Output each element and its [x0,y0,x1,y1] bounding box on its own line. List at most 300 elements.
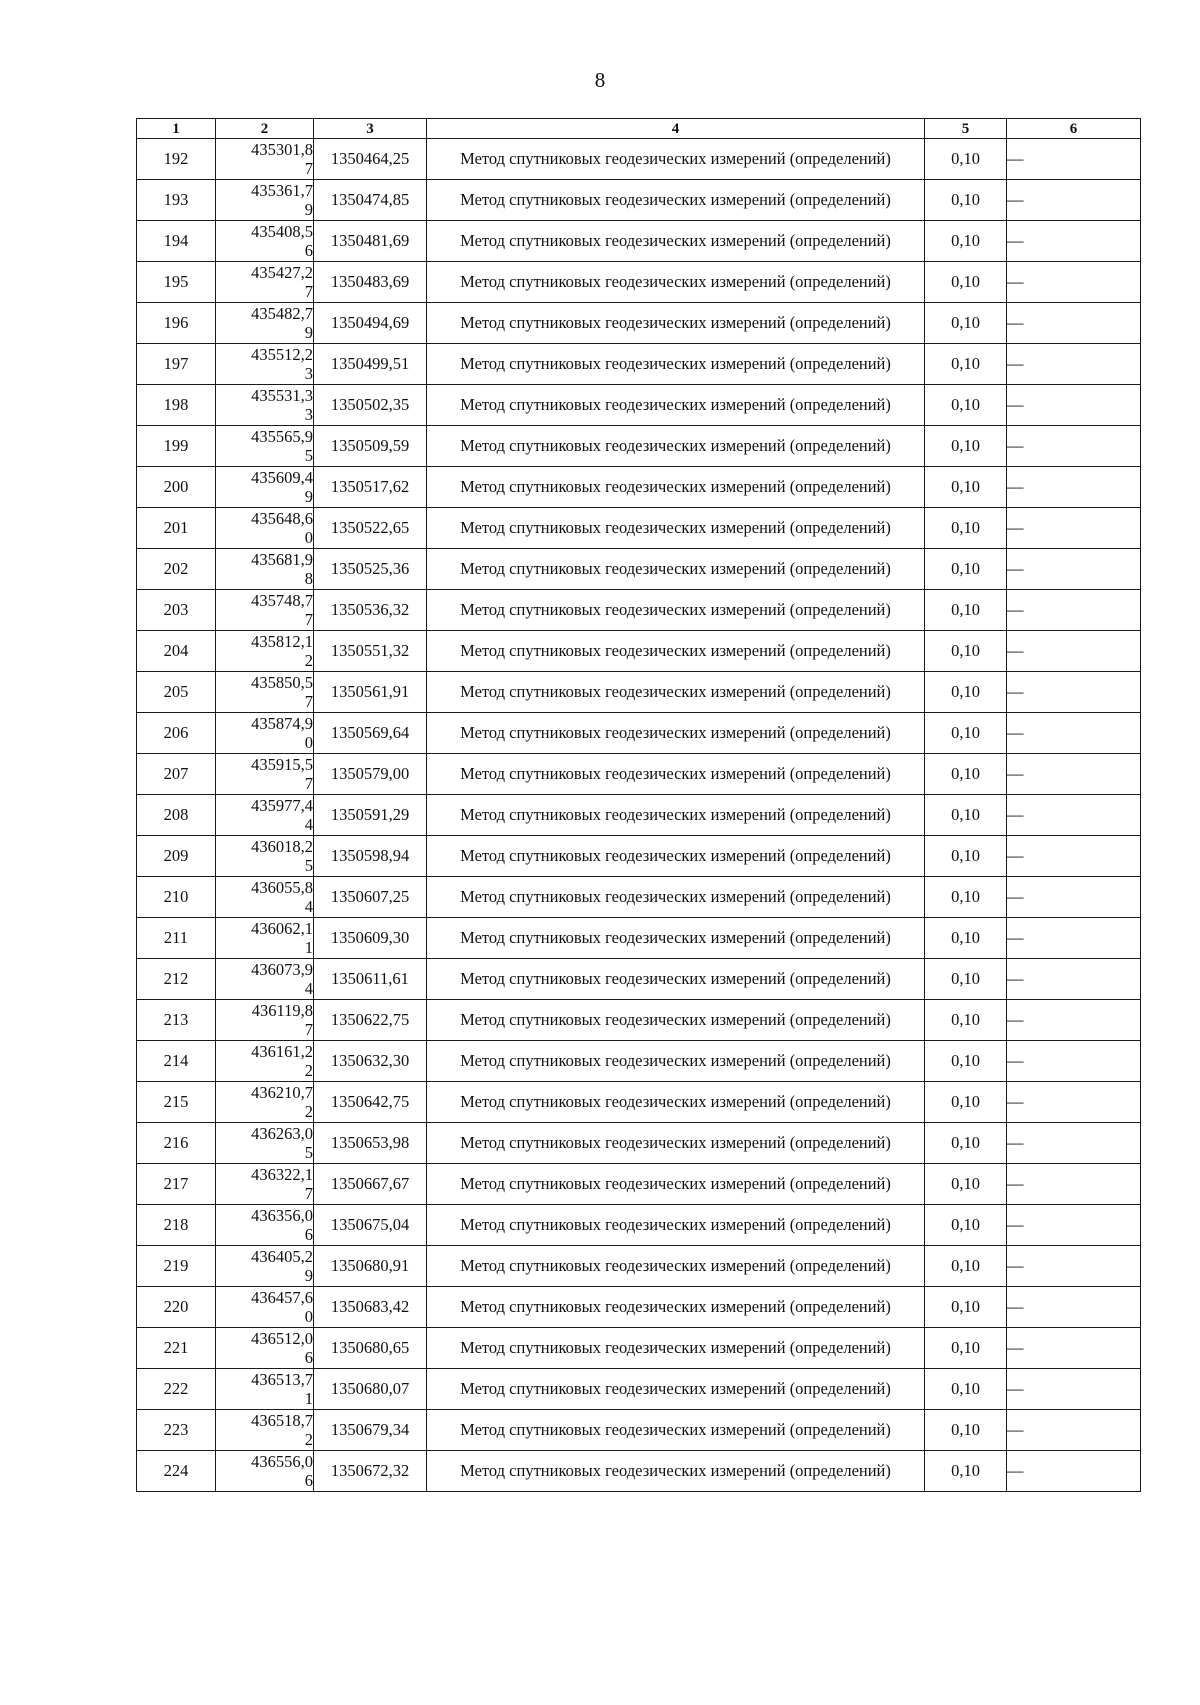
accuracy-cell: 0,10 [925,467,1007,508]
accuracy-cell: 0,10 [925,631,1007,672]
page-number: 8 [594,68,606,92]
method-cell: Метод спутниковых геодезических измерений (определений) [427,1205,925,1246]
note-cell: — [1007,590,1141,631]
coordinate-x [216,1410,314,1451]
coordinate-x [216,508,314,549]
coordinate-x-main: 436062,1 [251,919,313,938]
table-row [137,180,1141,221]
coordinate-y: 1350680,65 [314,1328,427,1369]
point-number: 195 [137,262,216,303]
accuracy-cell: 0,10 [925,426,1007,467]
note-cell: — [1007,1205,1141,1246]
method-cell: Метод спутниковых геодезических измерений (определений) [427,467,925,508]
table-row [137,1328,1141,1369]
coordinate-x-main: 436322,1 [251,1165,313,1184]
method-cell: Метод спутниковых геодезических измерений (определений) [427,549,925,590]
coordinate-y: 1350522,65 [314,508,427,549]
coordinate-x-wrap: 9 [304,323,313,342]
coordinate-y: 1350569,64 [314,713,427,754]
point-number: 212 [137,959,216,1000]
coordinate-x-main: 436210,7 [251,1083,313,1102]
coordinate-x-wrap: 4 [304,897,313,916]
coordinate-y: 1350561,91 [314,672,427,713]
coordinate-x-wrap: 5 [304,1143,313,1162]
method-cell: Метод спутниковых геодезических измерений (определений) [427,672,925,713]
coordinate-x-main: 435482,7 [251,304,313,323]
method-cell: Метод спутниковых геодезических измерений (определений) [427,1451,925,1492]
coordinate-y: 1350509,59 [314,426,427,467]
coordinate-x-main: 436518,7 [251,1411,313,1430]
accuracy-cell: 0,10 [925,1123,1007,1164]
coordinate-x [216,467,314,508]
table-row [137,877,1141,918]
table-row [137,959,1141,1000]
table-row [137,1041,1141,1082]
note-cell: — [1007,631,1141,672]
accuracy-cell: 0,10 [925,221,1007,262]
point-number: 193 [137,180,216,221]
accuracy-cell: 0,10 [925,1410,1007,1451]
coordinate-x-main: 436556,0 [251,1452,313,1471]
coordinate-x [216,1328,314,1369]
coordinate-y: 1350609,30 [314,918,427,959]
method-cell: Метод спутниковых геодезических измерений (определений) [427,877,925,918]
note-cell: — [1007,1246,1141,1287]
method-cell: Метод спутниковых геодезических измерений (определений) [427,262,925,303]
table-row [137,1082,1141,1123]
table-header-row [137,119,1141,139]
accuracy-cell: 0,10 [925,1328,1007,1369]
method-cell: Метод спутниковых геодезических измерений (определений) [427,303,925,344]
coordinate-x [216,139,314,180]
accuracy-cell: 0,10 [925,303,1007,344]
header-col-3: 3 [314,119,427,139]
coordinate-x [216,713,314,754]
coordinate-y: 1350672,32 [314,1451,427,1492]
coordinate-x [216,180,314,221]
coordinate-x-wrap: 9 [304,1266,313,1285]
header-col-6: 6 [1007,119,1141,139]
method-cell: Метод спутниковых геодезических измерений (определений) [427,385,925,426]
coordinate-x-wrap: 0 [304,528,313,547]
note-cell: — [1007,713,1141,754]
coordinate-x-wrap: 7 [304,282,313,301]
coordinate-x [216,836,314,877]
accuracy-cell: 0,10 [925,344,1007,385]
coordinate-x-main: 435977,4 [251,796,313,815]
point-number: 206 [137,713,216,754]
coordinate-y: 1350680,91 [314,1246,427,1287]
note-cell: — [1007,303,1141,344]
table-row [137,508,1141,549]
coordinate-x [216,221,314,262]
coordinate-y: 1350642,75 [314,1082,427,1123]
method-cell: Метод спутниковых геодезических измерений (определений) [427,1410,925,1451]
coordinate-x-main: 436405,2 [251,1247,313,1266]
coordinate-x [216,344,314,385]
coordinate-x-main: 436356,0 [251,1206,313,1225]
point-number: 197 [137,344,216,385]
method-cell: Метод спутниковых геодезических измерений (определений) [427,1369,925,1410]
coordinate-x [216,918,314,959]
coordinate-y: 1350675,04 [314,1205,427,1246]
coordinate-x-main: 436119,8 [251,1001,313,1020]
accuracy-cell: 0,10 [925,1164,1007,1205]
coordinate-x-wrap: 0 [304,733,313,752]
table-row [137,1287,1141,1328]
coordinate-x-wrap: 1 [304,1389,313,1408]
point-number: 222 [137,1369,216,1410]
note-cell: — [1007,1000,1141,1041]
method-cell: Метод спутниковых геодезических измерений (определений) [427,754,925,795]
coordinate-x [216,549,314,590]
coordinate-x-main: 435915,5 [251,755,313,774]
coordinate-x [216,1205,314,1246]
coordinate-x-main: 436018,2 [251,837,313,856]
point-number: 194 [137,221,216,262]
coordinate-x-main: 435301,8 [251,140,313,159]
table-row [137,344,1141,385]
coordinate-x-wrap: 7 [304,610,313,629]
coordinate-x-main: 435812,1 [251,632,313,651]
method-cell: Метод спутниковых геодезических измерений (определений) [427,1082,925,1123]
coordinate-x-wrap: 7 [304,692,313,711]
method-cell: Метод спутниковых геодезических измерений (определений) [427,221,925,262]
coordinate-x [216,754,314,795]
coordinate-y: 1350683,42 [314,1287,427,1328]
coordinate-y: 1350551,32 [314,631,427,672]
method-cell: Метод спутниковых геодезических измерений (определений) [427,959,925,1000]
method-cell: Метод спутниковых геодезических измерений (определений) [427,1328,925,1369]
note-cell: — [1007,385,1141,426]
accuracy-cell: 0,10 [925,836,1007,877]
point-number: 196 [137,303,216,344]
coordinate-x-main: 436457,6 [251,1288,313,1307]
coordinate-x [216,959,314,1000]
coordinate-x-wrap: 5 [304,446,313,465]
coordinate-y: 1350464,25 [314,139,427,180]
coordinate-x-main: 435874,9 [251,714,313,733]
point-number: 205 [137,672,216,713]
coordinate-x [216,262,314,303]
coordinate-y: 1350483,69 [314,262,427,303]
coordinate-x-main: 435531,3 [251,386,313,405]
coordinate-x-main: 435361,7 [251,181,313,200]
coordinate-y: 1350579,00 [314,754,427,795]
coordinate-x [216,590,314,631]
accuracy-cell: 0,10 [925,1246,1007,1287]
coordinate-x-main: 435648,6 [251,509,313,528]
note-cell: — [1007,344,1141,385]
note-cell: — [1007,1287,1141,1328]
table-row [137,1246,1141,1287]
point-number: 209 [137,836,216,877]
table-row [137,262,1141,303]
accuracy-cell: 0,10 [925,1369,1007,1410]
coordinate-x [216,1369,314,1410]
note-cell: — [1007,1041,1141,1082]
point-number: 203 [137,590,216,631]
coordinate-x-wrap: 6 [304,1348,313,1367]
table-row [137,467,1141,508]
point-number: 220 [137,1287,216,1328]
point-number: 211 [137,918,216,959]
accuracy-cell: 0,10 [925,508,1007,549]
coordinate-x [216,1000,314,1041]
coordinate-x [216,1082,314,1123]
coordinate-x-wrap: 4 [304,979,313,998]
coordinate-y: 1350667,67 [314,1164,427,1205]
coordinate-x-wrap: 4 [304,815,313,834]
table-row [137,1369,1141,1410]
method-cell: Метод спутниковых геодезических измерений (определений) [427,590,925,631]
note-cell: — [1007,180,1141,221]
point-number: 208 [137,795,216,836]
accuracy-cell: 0,10 [925,1000,1007,1041]
coordinate-y: 1350502,35 [314,385,427,426]
method-cell: Метод спутниковых геодезических измерений (определений) [427,918,925,959]
note-cell: — [1007,1451,1141,1492]
coordinate-x [216,385,314,426]
note-cell: — [1007,426,1141,467]
note-cell: — [1007,754,1141,795]
method-cell: Метод спутниковых геодезических измерений (определений) [427,426,925,467]
coordinate-x [216,1287,314,1328]
note-cell: — [1007,139,1141,180]
point-number: 199 [137,426,216,467]
note-cell: — [1007,795,1141,836]
coordinate-x-wrap: 0 [304,1307,313,1326]
note-cell: — [1007,221,1141,262]
coordinate-x-wrap: 2 [304,1102,313,1121]
coordinate-x-main: 435748,7 [251,591,313,610]
coordinate-x-wrap: 3 [304,405,313,424]
note-cell: — [1007,1164,1141,1205]
table-body [137,139,1141,1492]
coordinate-x-main: 436513,7 [251,1370,313,1389]
coordinate-x-main: 435565,9 [251,427,313,446]
point-number: 216 [137,1123,216,1164]
header-col-4: 4 [427,119,925,139]
method-cell: Метод спутниковых геодезических измерений (определений) [427,1164,925,1205]
coordinate-y: 1350481,69 [314,221,427,262]
coordinate-x-wrap: 6 [304,241,313,260]
accuracy-cell: 0,10 [925,713,1007,754]
point-number: 202 [137,549,216,590]
coordinate-x-wrap: 6 [304,1471,313,1490]
coordinate-y: 1350653,98 [314,1123,427,1164]
header-col-1: 1 [137,119,216,139]
coordinate-x-wrap: 9 [304,200,313,219]
point-number: 215 [137,1082,216,1123]
method-cell: Метод спутниковых геодезических измерений (определений) [427,795,925,836]
coordinate-y: 1350494,69 [314,303,427,344]
coordinate-x-main: 436161,2 [251,1042,313,1061]
coordinate-x-main: 436263,0 [251,1124,313,1143]
coordinate-x-wrap: 7 [304,1184,313,1203]
coordinate-y: 1350611,61 [314,959,427,1000]
coordinate-x-wrap: 2 [304,1061,313,1080]
accuracy-cell: 0,10 [925,549,1007,590]
table-row [137,754,1141,795]
accuracy-cell: 0,10 [925,385,1007,426]
method-cell: Метод спутниковых геодезических измерений (определений) [427,508,925,549]
coordinate-x-wrap: 1 [304,938,313,957]
coordinate-y: 1350474,85 [314,180,427,221]
table-row [137,795,1141,836]
note-cell: — [1007,1328,1141,1369]
table-row [137,713,1141,754]
coordinate-x [216,631,314,672]
coordinate-x [216,1164,314,1205]
method-cell: Метод спутниковых геодезических измерений (определений) [427,1287,925,1328]
coordinate-x-wrap: 7 [304,1020,313,1039]
coordinate-x-main: 436055,8 [251,878,313,897]
table-row [137,836,1141,877]
point-number: 198 [137,385,216,426]
table-row [137,1000,1141,1041]
coordinate-x-wrap: 2 [304,651,313,670]
method-cell: Метод спутниковых геодезических измерений (определений) [427,1246,925,1287]
coordinate-x-wrap: 8 [304,569,313,588]
accuracy-cell: 0,10 [925,262,1007,303]
table-row [137,139,1141,180]
point-number: 207 [137,754,216,795]
coordinate-x [216,877,314,918]
coordinate-x [216,1451,314,1492]
coordinate-x [216,426,314,467]
method-cell: Метод спутниковых геодезических измерений (определений) [427,631,925,672]
coordinate-x [216,1123,314,1164]
table-row [137,549,1141,590]
note-cell: — [1007,1410,1141,1451]
coordinate-x-main: 436512,0 [251,1329,313,1348]
coordinate-x-main: 435681,9 [251,550,313,569]
header-col-2: 2 [216,119,314,139]
method-cell: Метод спутниковых геодезических измерений (определений) [427,713,925,754]
accuracy-cell: 0,10 [925,1205,1007,1246]
accuracy-cell: 0,10 [925,139,1007,180]
coordinate-x-wrap: 3 [304,364,313,383]
accuracy-cell: 0,10 [925,180,1007,221]
coordinate-x-main: 435427,2 [251,263,313,282]
point-number: 224 [137,1451,216,1492]
table-row [137,918,1141,959]
accuracy-cell: 0,10 [925,1041,1007,1082]
coordinate-x-wrap: 7 [304,774,313,793]
note-cell: — [1007,262,1141,303]
coordinate-x-wrap: 5 [304,856,313,875]
table-row [137,631,1141,672]
coordinates-table [136,118,1141,1492]
method-cell: Метод спутниковых геодезических измерений (определений) [427,180,925,221]
method-cell: Метод спутниковых геодезических измерений (определений) [427,836,925,877]
accuracy-cell: 0,10 [925,754,1007,795]
note-cell: — [1007,508,1141,549]
method-cell: Метод спутниковых геодезических измерений (определений) [427,1123,925,1164]
coordinate-x-main: 435609,4 [251,468,313,487]
table-row [137,385,1141,426]
point-number: 219 [137,1246,216,1287]
point-number: 210 [137,877,216,918]
coordinate-x-wrap: 7 [304,159,313,178]
method-cell: Метод спутниковых геодезических измерений (определений) [427,1041,925,1082]
coordinate-y: 1350525,36 [314,549,427,590]
coordinate-y: 1350499,51 [314,344,427,385]
accuracy-cell: 0,10 [925,918,1007,959]
coordinate-y: 1350591,29 [314,795,427,836]
table-row [137,426,1141,467]
coordinate-x-main: 436073,9 [251,960,313,979]
point-number: 221 [137,1328,216,1369]
coordinate-y: 1350679,34 [314,1410,427,1451]
coordinate-y: 1350517,62 [314,467,427,508]
coordinate-y: 1350680,07 [314,1369,427,1410]
table-row [137,1451,1141,1492]
accuracy-cell: 0,10 [925,1082,1007,1123]
point-number: 200 [137,467,216,508]
accuracy-cell: 0,10 [925,1451,1007,1492]
table-row [137,1164,1141,1205]
point-number: 218 [137,1205,216,1246]
coordinate-x [216,672,314,713]
coordinate-x-wrap: 2 [304,1430,313,1449]
coordinate-y: 1350622,75 [314,1000,427,1041]
accuracy-cell: 0,10 [925,1287,1007,1328]
accuracy-cell: 0,10 [925,795,1007,836]
accuracy-cell: 0,10 [925,959,1007,1000]
coordinate-x-wrap: 9 [304,487,313,506]
accuracy-cell: 0,10 [925,877,1007,918]
coordinate-x [216,1041,314,1082]
coordinate-x [216,303,314,344]
note-cell: — [1007,877,1141,918]
coordinate-x [216,795,314,836]
coordinate-y: 1350536,32 [314,590,427,631]
method-cell: Метод спутниковых геодезических измерений (определений) [427,139,925,180]
method-cell: Метод спутниковых геодезических измерений (определений) [427,344,925,385]
point-number: 217 [137,1164,216,1205]
note-cell: — [1007,672,1141,713]
note-cell: — [1007,467,1141,508]
table-row [137,1410,1141,1451]
table-row [137,1205,1141,1246]
coordinate-x-main: 435850,5 [251,673,313,692]
header-col-5: 5 [925,119,1007,139]
table-row [137,672,1141,713]
coordinate-x [216,1246,314,1287]
coordinate-y: 1350598,94 [314,836,427,877]
point-number: 223 [137,1410,216,1451]
note-cell: — [1007,1123,1141,1164]
table-row [137,1123,1141,1164]
note-cell: — [1007,959,1141,1000]
note-cell: — [1007,836,1141,877]
table-row [137,303,1141,344]
note-cell: — [1007,918,1141,959]
coordinate-x-main: 435408,5 [251,222,313,241]
coordinate-y: 1350632,30 [314,1041,427,1082]
table-row [137,590,1141,631]
note-cell: — [1007,1369,1141,1410]
note-cell: — [1007,1082,1141,1123]
point-number: 201 [137,508,216,549]
point-number: 192 [137,139,216,180]
note-cell: — [1007,549,1141,590]
table-row [137,221,1141,262]
accuracy-cell: 0,10 [925,590,1007,631]
coordinate-y: 1350607,25 [314,877,427,918]
